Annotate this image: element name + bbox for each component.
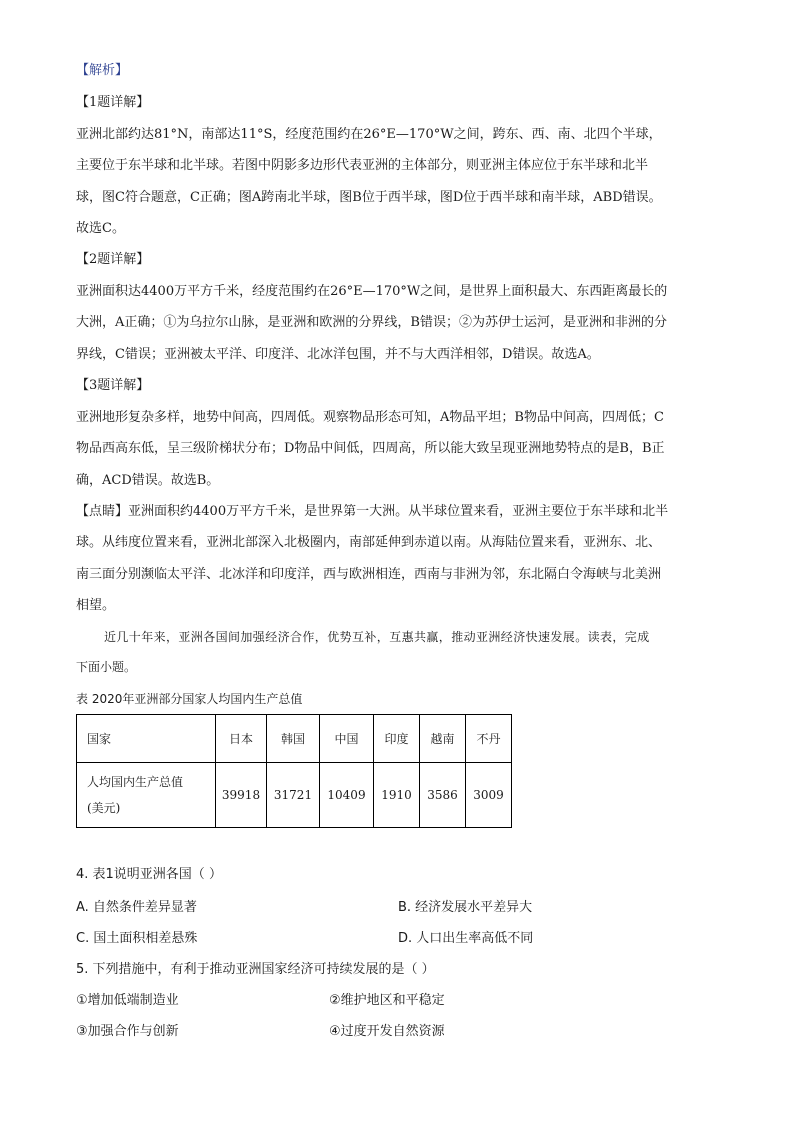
q5-stem: 5. 下列措施中，有利于推动亚洲国家经济可持续发展的是（ ） (76, 962, 435, 977)
q5-item-3: ③加强合作与创新 (76, 1024, 179, 1039)
table-cell: 10409 (320, 763, 374, 828)
q2-text-line: 界线，C错误；亚洲被太平洋、印度洋、北冰洋包围，并不与大西洋相邻，D错误。故选A。 (76, 347, 600, 362)
q2-text-line: 亚洲面积达4400万平方千米，经度范围约在26°E—170°W之间，是世界上面积最大、东西距离最长的 (76, 284, 668, 299)
table-header-country: 中国 (320, 715, 374, 763)
q4-option-a[interactable]: A. 自然条件差异显著 (76, 900, 197, 915)
tip-text-line: 相望。 (76, 598, 116, 613)
q5-item-4: ④过度开发自然资源 (329, 1024, 445, 1039)
q2-heading: 【2题详解】 (76, 252, 150, 267)
table-header-country: 印度 (374, 715, 420, 763)
table-caption: 表 2020年亚洲部分国家人均国内生产总值 (76, 692, 303, 706)
gdp-table (76, 714, 512, 828)
table-cell: 1910 (374, 763, 420, 828)
q4-option-d[interactable]: D. 人口出生率高低不同 (398, 931, 534, 946)
table-header-country: 韩国 (267, 715, 320, 763)
analysis-title: 【解析】 (76, 63, 129, 78)
table-row-label (77, 763, 216, 828)
table-header-country: 越南 (420, 715, 466, 763)
q4-option-c[interactable]: C. 国土面积相差悬殊 (76, 931, 198, 946)
q3-heading: 【3题详解】 (76, 378, 150, 393)
table-header-country: 不丹 (466, 715, 512, 763)
tip-text-line: 南三面分别濒临太平洋、北冰洋和印度洋，西与欧洲相连，西南与非洲为邻，东北隔白令海峡与北美洲 (76, 567, 662, 582)
table-cell: 3009 (466, 763, 512, 828)
q1-heading: 【1题详解】 (76, 95, 150, 110)
q2-text-line: 大洲，A正确；①为乌拉尔山脉，是亚洲和欧洲的分界线，B错误；②为苏伊士运河，是亚洲和非洲的分 (76, 315, 667, 330)
q1-text-line: 球，图C符合题意，C正确；图A跨南北半球，图B位于西半球，图D位于西半球和南半球，ABD错误。 (76, 190, 662, 205)
q4-stem: 4. 表1说明亚洲各国（ ） (76, 867, 222, 882)
table-cell: 31721 (267, 763, 320, 828)
table-cell: 39918 (216, 763, 267, 828)
table-row (77, 763, 512, 828)
q1-text-line: 亚洲北部约达81°N，南部达11°S，经度范围约在26°E—170°W之间，跨东、西、南、北四个半球， (76, 127, 662, 142)
q3-text-line: 亚洲地形复杂多样，地势中间高，四周低。观察物品形态可知，A物品平坦；B物品中间高，四周低；C (76, 410, 664, 425)
tip-text-line: 球。从纬度位置来看，亚洲北部深入北极圈内，南部延伸到赤道以南。从海陆位置来看，亚洲东、北、 (76, 535, 662, 550)
q3-text-line: 物品西高东低，呈三级阶梯状分布；D物品中间低，四周高，所以能大致呈现亚洲地势特点的是B，B正 (76, 441, 665, 456)
tip-text-line: 【点睛】亚洲面积约4400万平方千米，是世界第一大洲。从半球位置来看，亚洲主要位于东半球和北半 (76, 504, 669, 519)
q4-option-b[interactable]: B. 经济发展水平差异大 (398, 900, 533, 915)
table-header-label: 国家 (77, 715, 216, 763)
row-label-line: (美元) (87, 801, 121, 815)
q5-item-1: ①增加低端制造业 (76, 993, 179, 1008)
q5-item-2: ②维护地区和平稳定 (329, 993, 445, 1008)
q1-text-line: 主要位于东半球和北半球。若图中阴影多边形代表亚洲的主体部分，则亚洲主体应位于东半球和北半 (76, 158, 649, 173)
q1-text-line: 故选C。 (76, 221, 125, 236)
table-cell: 3586 (420, 763, 466, 828)
intro-line: 下面小题。 (76, 660, 137, 674)
table-header-country: 日本 (216, 715, 267, 763)
table-header-row (77, 715, 512, 763)
row-label-line: 人均国内生产总值 (87, 775, 184, 789)
intro-line: 近几十年来，亚洲各国间加强经济合作，优势互补，互惠共赢，推动亚洲经济快速发展。读表，完成 (104, 630, 650, 644)
q3-text-line: 确，ACD错误。故选B。 (76, 473, 220, 488)
